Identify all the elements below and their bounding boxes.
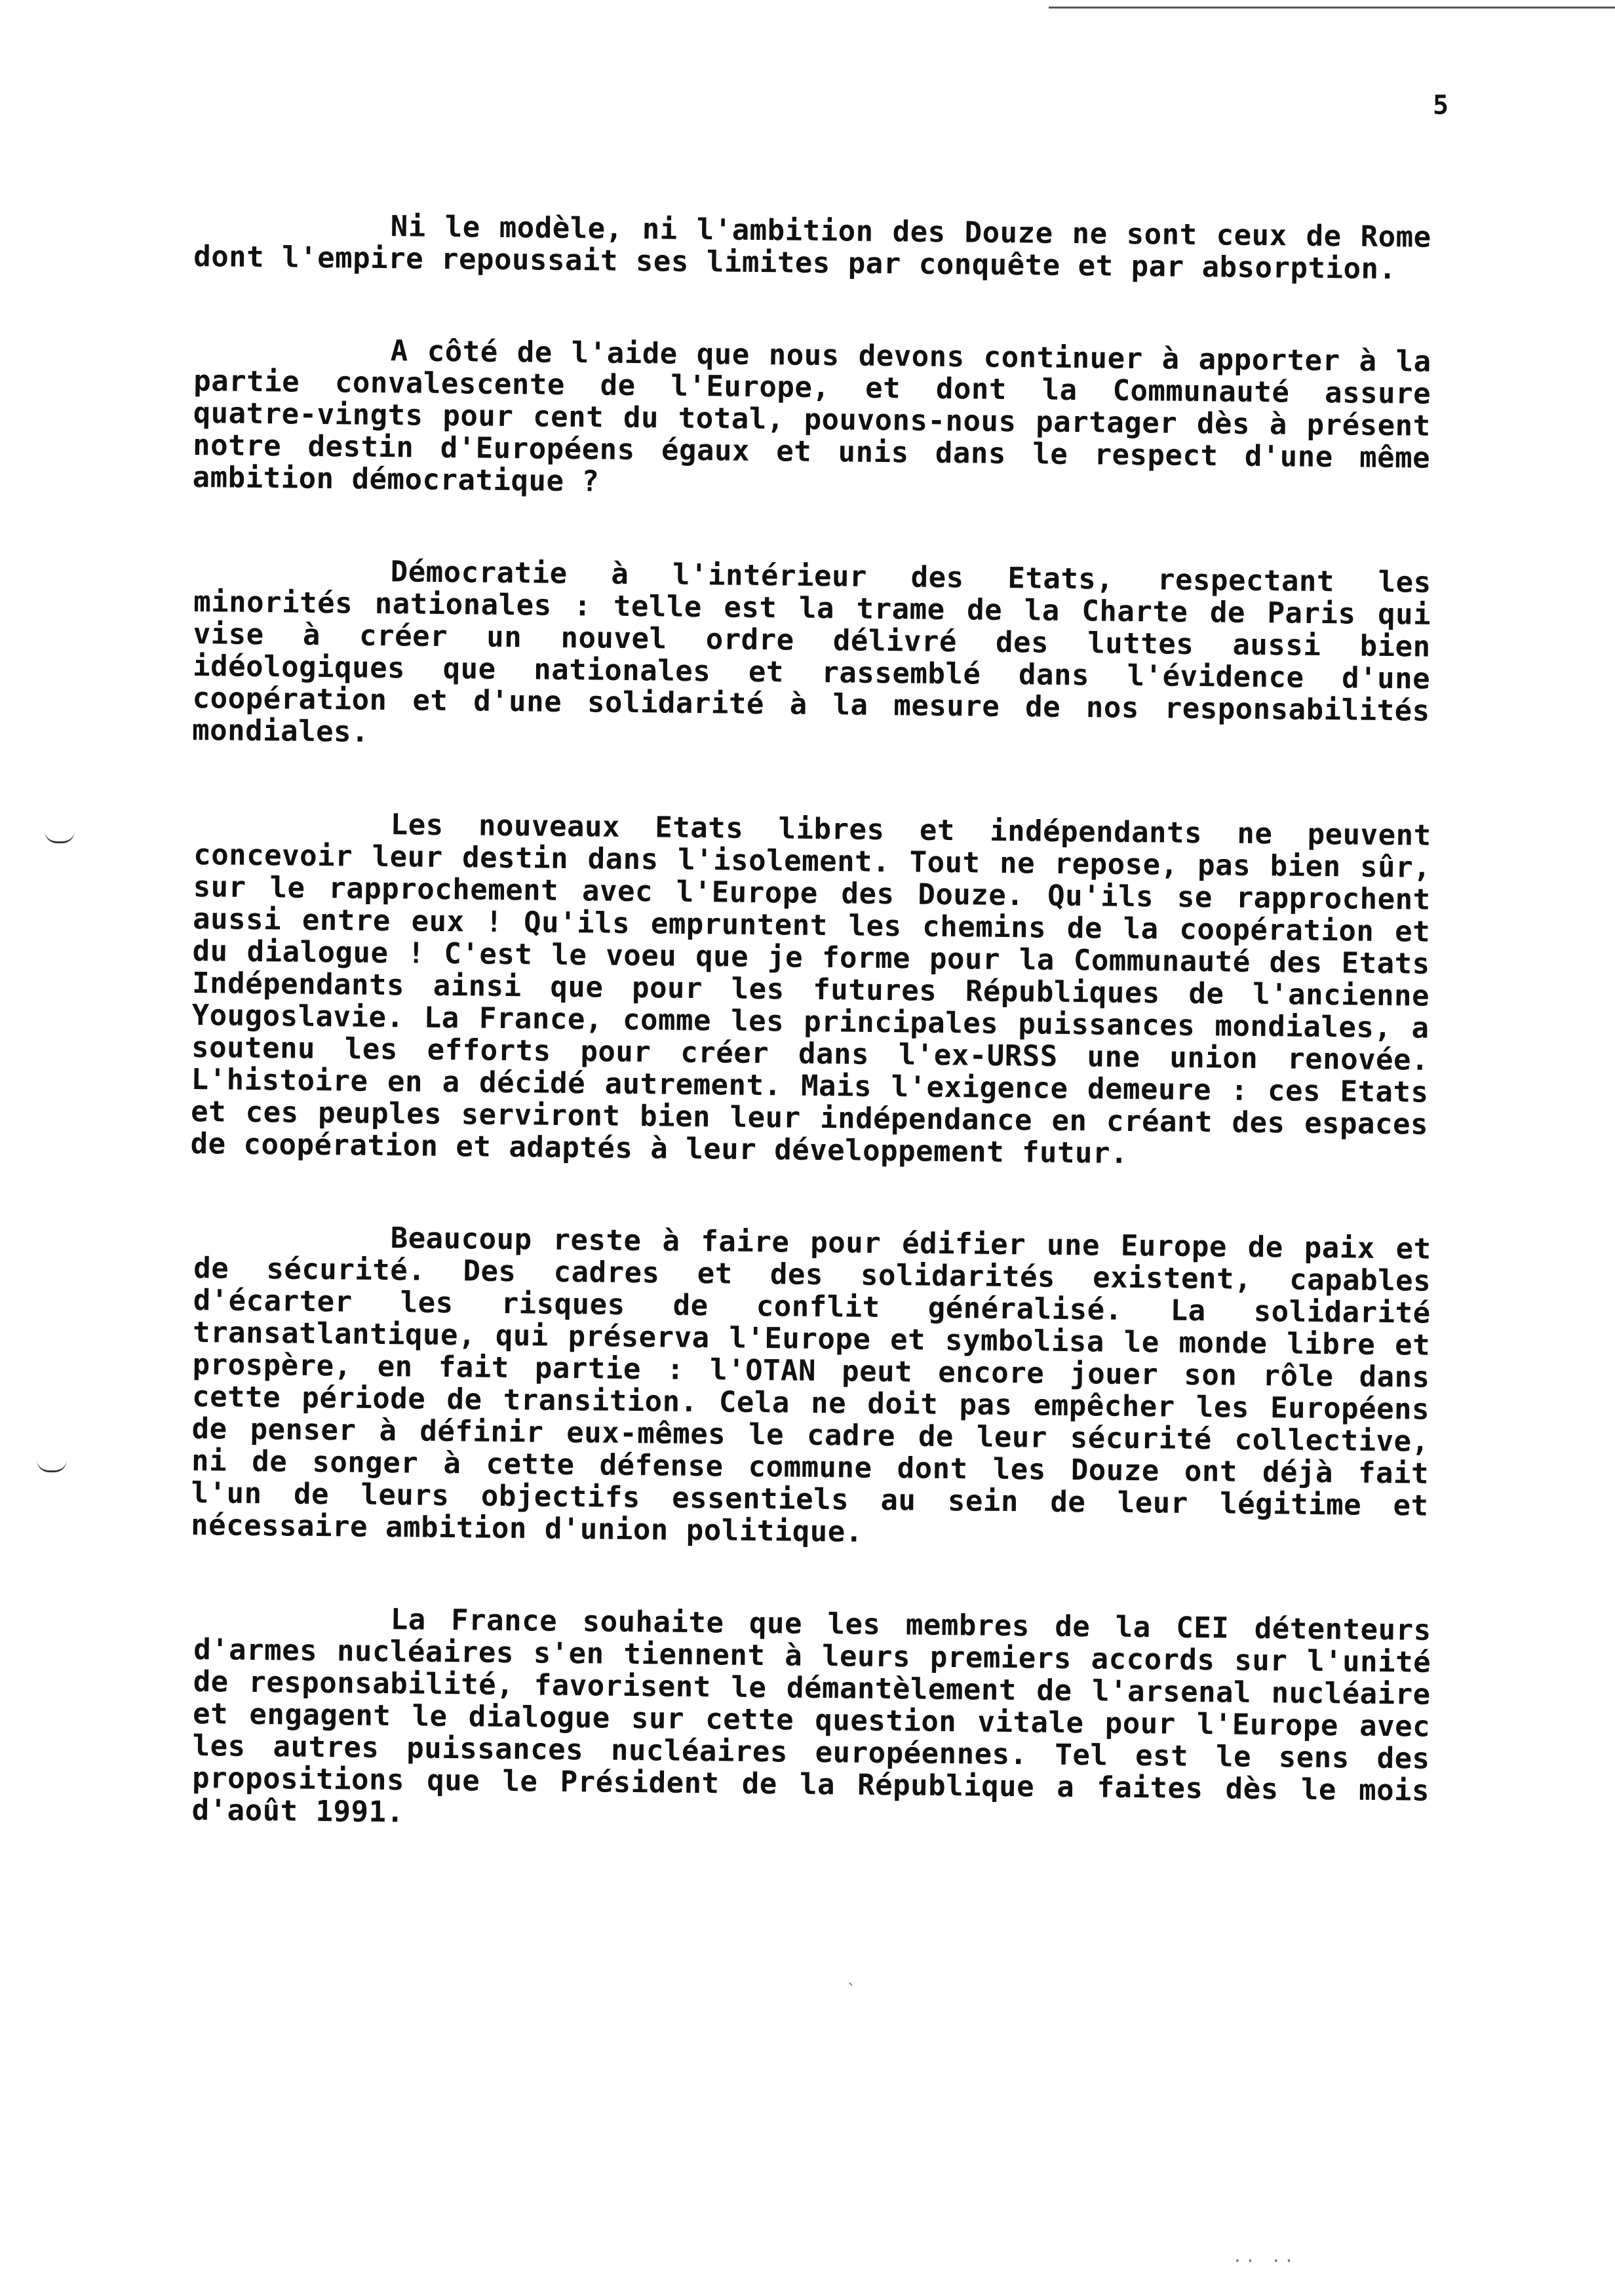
paragraph-4: Les nouveaux Etats libres et indépendants ne peuvent concevoir leur destin dans l'isolement. Tout ne repose, pas bien sûr, sur le rapprochement avec l'Europe des Douze. Qu'ils se rapprochent aussi entre eux ! Qu'ils empruntent les chemins de la coopération et du dialogue ! C'est le voeu que je forme pour la Communauté des Etats Indépendants ainsi que pour les futures Républiques de l'ancienne Yougoslavie. La France, comme les principales puissances mondiales, a soutenu les efforts pour créer dans l'ex-URSS une union renovée. L'histoire en a décidé autrement. Mais l'exigence demeure : ces Etats et ces peuples serviront bien leur indépendance en créant des espaces de coopération et adaptés à leur développement futur. — [190, 808, 1431, 1170]
margin-mark — [45, 831, 75, 843]
paragraph-2: A côté de l'aide que nous devons continuer à apporter à la partie convalescente de l'Europe, et dont la Communauté assure quatre-vingts pour cent du total, pouvons-nous partager dès à présent notre destin d'Européens égaux et unis dans le respect d'une même ambition démocratique ? — [192, 334, 1431, 499]
document-body — [190, 208, 1431, 1886]
scan-top-rule — [1049, 7, 1615, 9]
margin-mark — [37, 1460, 67, 1472]
page-number: 5 — [1433, 90, 1449, 121]
scan-speck: ·· ·· — [1232, 2251, 1297, 2271]
paragraph-6: La France souhaite que les membres de la CEI détenteurs d'armes nucléaires s'en tiennent à leurs premiers accords sur l'unité de responsabilité, favorisent le démantèlement de l'arsenal nucléaire et engagent le dialogue sur cette question vitale pour l'Europe avec les autres puissances nucléaires européennes. Tel est le sens des propositions que le Président de la République a faites dès le mois d'août 1991. — [191, 1603, 1431, 1829]
scan-speck: ˎ — [846, 1966, 856, 1985]
paragraph-3: Démocratie à l'intérieur des Etats, respectant les minorités nationales : telle est la trame de la Charte de Paris qui vise à créer un nouvel ordre délivré des luttes aussi bien idéologiques que nationales et rassemblé dans l'évidence d'une coopération et d'une solidarité à la mesure de nos responsabilités mondiales. — [191, 555, 1431, 749]
paragraph-5: Beaucoup reste à faire pour édifier une Europe de paix et de sécurité. Des cadres et des solidarités existent, capables d'écarter les risques de conflit généralisé. La solidarité transatlantique, qui préserva l'Europe et symbolisa le monde libre et prospère, en fait partie : l'OTAN peut encore jouer son rôle dans cette période de transition. Cela ne doit pas empêcher les Européens de penser à définir eux-mêmes le cadre de leur sécurité collective, ni de songer à cette défense commune dont les Douze ont déjà fait l'un de leurs objectifs essentiels au sein de leur légitime et nécessaire ambition d'union politique. — [190, 1221, 1431, 1549]
paragraph-1: Ni le modèle, ni l'ambition des Douze ne sont ceux de Rome dont l'empire repoussait ses limites par conquête et par absorption. — [193, 210, 1431, 286]
